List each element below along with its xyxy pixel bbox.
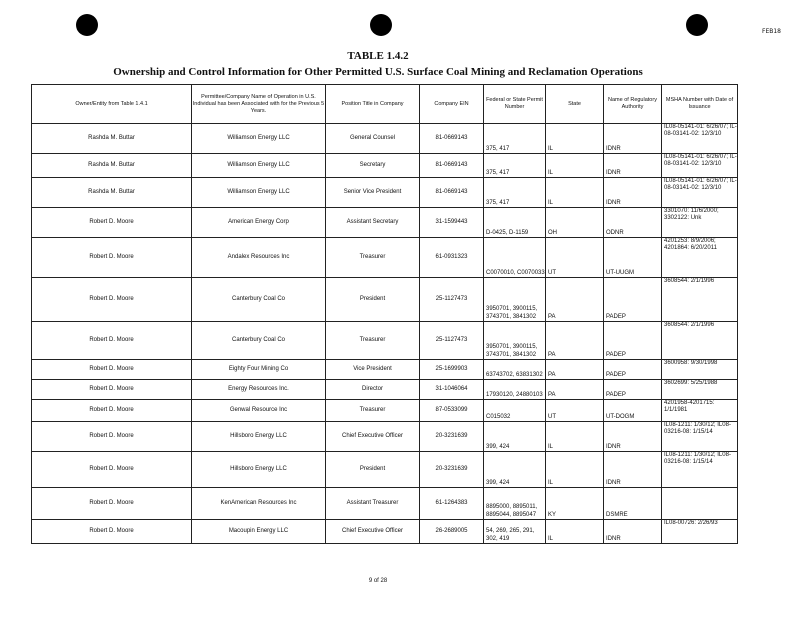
- cell-msha: 3602699: 5/25/1988: [662, 380, 738, 400]
- cell-ein: 61-1264383: [420, 488, 484, 520]
- cell-authority: IDNR: [604, 178, 662, 208]
- cell-state: KY: [546, 488, 604, 520]
- cell-authority: UT-UUGM: [604, 238, 662, 278]
- cell-state: IL: [546, 520, 604, 544]
- cell-title: Chief Executive Officer: [326, 520, 420, 544]
- header-position: Position Title in Company: [326, 85, 420, 124]
- page-number: 9 of 28: [368, 578, 388, 584]
- table-row: [32, 124, 738, 154]
- table-row: [32, 520, 738, 544]
- table-row: [32, 238, 738, 278]
- cell-company: Williamson Energy LLC: [192, 124, 326, 154]
- cell-permit: 399, 424: [484, 452, 546, 488]
- cell-state: OH: [546, 208, 604, 238]
- cell-company: Energy Resources Inc.: [192, 380, 326, 400]
- cell-msha: IL08-05141-01: 6/26/07; IL-08-03141-02: 12/3/10: [662, 178, 738, 208]
- cell-authority: UT-DOGM: [604, 400, 662, 422]
- table-subtitle: Ownership and Control Information for Other Permitted U.S. Surface Coal Mining and Reclamation Operations: [113, 66, 643, 78]
- cell-state: PA: [546, 380, 604, 400]
- cell-ein: 87-0533099: [420, 400, 484, 422]
- cell-permit: 17930120, 24880103: [484, 380, 546, 400]
- cell-title: President: [326, 278, 420, 322]
- cell-company: Macoupin Energy LLC: [192, 520, 326, 544]
- cell-owner: Robert D. Moore: [32, 360, 192, 380]
- cell-authority: PADEP: [604, 322, 662, 360]
- cell-permit: C0070010, C0070033: [484, 238, 546, 278]
- cell-owner: Robert D. Moore: [32, 400, 192, 422]
- cell-owner: Rashda M. Buttar: [32, 124, 192, 154]
- cell-title: Senior Vice President: [326, 178, 420, 208]
- cell-company: KenAmerican Resources Inc: [192, 488, 326, 520]
- binder-hole-right: [686, 14, 708, 36]
- cell-title: Secretary: [326, 154, 420, 178]
- cell-msha: IL08-00726: 2/26/93: [662, 520, 738, 544]
- cell-authority: IDNR: [604, 520, 662, 544]
- cell-title: Chief Executive Officer: [326, 422, 420, 452]
- cell-authority: PADEP: [604, 360, 662, 380]
- cell-permit: 3950701, 3900115, 3743701, 3841302: [484, 322, 546, 360]
- cell-owner: Robert D. Moore: [32, 452, 192, 488]
- cell-ein: 20-3231639: [420, 452, 484, 488]
- header-state: State: [546, 85, 604, 124]
- cell-title: Treasurer: [326, 400, 420, 422]
- cell-title: Director: [326, 380, 420, 400]
- cell-title: Treasurer: [326, 238, 420, 278]
- cell-msha: 3608544: 2/1/1996: [662, 278, 738, 322]
- cell-permit: C015032: [484, 400, 546, 422]
- header-company: Permittee/Company Name of Operation in U.S. Individual has been Associated with for the Previous 5 Years.: [192, 85, 326, 124]
- cell-msha: 3600958: 9/30/1998: [662, 360, 738, 380]
- cell-title: General Counsel: [326, 124, 420, 154]
- header-ein: Company EIN: [420, 85, 484, 124]
- cell-ein: 31-1046064: [420, 380, 484, 400]
- cell-ein: 81-0669143: [420, 124, 484, 154]
- cell-ein: 81-0669143: [420, 178, 484, 208]
- cell-owner: Rashda M. Buttar: [32, 178, 192, 208]
- cell-authority: PADEP: [604, 380, 662, 400]
- cell-owner: Robert D. Moore: [32, 322, 192, 360]
- cell-msha: IL08-05141-01: 6/26/07; IL-08-03141-02: 12/3/10: [662, 154, 738, 178]
- cell-ein: 61-0931323: [420, 238, 484, 278]
- cell-company: Hillsboro Energy LLC: [192, 422, 326, 452]
- header-owner: Owner/Entity from Table 1.4.1: [32, 85, 192, 124]
- cell-owner: Robert D. Moore: [32, 238, 192, 278]
- corner-stamp: FEB18: [762, 28, 781, 35]
- cell-owner: Robert D. Moore: [32, 208, 192, 238]
- binder-hole-center: [370, 14, 392, 36]
- table-row: [32, 278, 738, 322]
- cell-permit: 63743702, 63831302: [484, 360, 546, 380]
- cell-company: Andalex Resources Inc: [192, 238, 326, 278]
- cell-state: UT: [546, 400, 604, 422]
- cell-owner: Robert D. Moore: [32, 488, 192, 520]
- cell-authority: IDNR: [604, 124, 662, 154]
- cell-ein: 25-1699903: [420, 360, 484, 380]
- cell-ein: 26-2689005: [420, 520, 484, 544]
- table-row: [32, 422, 738, 452]
- cell-company: Williamson Energy LLC: [192, 178, 326, 208]
- cell-state: IL: [546, 178, 604, 208]
- table-row: [32, 380, 738, 400]
- cell-authority: IDNR: [604, 452, 662, 488]
- cell-title: Assistant Secretary: [326, 208, 420, 238]
- cell-company: American Energy Corp: [192, 208, 326, 238]
- cell-permit: 375, 417: [484, 154, 546, 178]
- cell-company: Genwal Resource Inc: [192, 400, 326, 422]
- cell-company: Canterbury Coal Co: [192, 322, 326, 360]
- header-permit: Federal or State Permit Number: [484, 85, 546, 124]
- table-title: TABLE 1.4.2: [347, 50, 409, 62]
- header-row: [32, 85, 738, 124]
- cell-authority: ODNR: [604, 208, 662, 238]
- cell-authority: IDNR: [604, 422, 662, 452]
- cell-ein: 81-0669143: [420, 154, 484, 178]
- header-authority: Name of Regulatory Authority: [604, 85, 662, 124]
- cell-msha: 3608544: 2/1/1996: [662, 322, 738, 360]
- cell-company: Hillsboro Energy LLC: [192, 452, 326, 488]
- cell-permit: 8895000, 8895011, 8895044, 8895047: [484, 488, 546, 520]
- cell-owner: Robert D. Moore: [32, 422, 192, 452]
- cell-company: Eighty Four Mining Co: [192, 360, 326, 380]
- cell-state: PA: [546, 322, 604, 360]
- cell-owner: Robert D. Moore: [32, 278, 192, 322]
- cell-authority: PADEP: [604, 278, 662, 322]
- header-msha: MSHA Number with Date of Issuance: [662, 85, 738, 124]
- cell-title: Assistant Treasurer: [326, 488, 420, 520]
- cell-title: Vice President: [326, 360, 420, 380]
- table-row: [32, 178, 738, 208]
- cell-msha: 3301070: 11/6/2000; 3302122: Unk: [662, 208, 738, 238]
- cell-owner: Robert D. Moore: [32, 520, 192, 544]
- cell-authority: IDNR: [604, 154, 662, 178]
- cell-permit: 375, 417: [484, 178, 546, 208]
- cell-permit: 3950701, 3900115, 3743701, 3841302: [484, 278, 546, 322]
- cell-msha: IL08-1211: 1/30/12; IL08-03216-08: 1/15/14: [662, 452, 738, 488]
- cell-state: IL: [546, 422, 604, 452]
- table-row: [32, 322, 738, 360]
- cell-state: UT: [546, 238, 604, 278]
- cell-authority: DSMRE: [604, 488, 662, 520]
- cell-company: Canterbury Coal Co: [192, 278, 326, 322]
- cell-state: PA: [546, 360, 604, 380]
- cell-msha: IL08-05141-01: 6/26/07; IL-08-03141-02: 12/3/10: [662, 124, 738, 154]
- table-row: [32, 154, 738, 178]
- cell-title: President: [326, 452, 420, 488]
- table-row: [32, 360, 738, 380]
- binder-hole-left: [76, 14, 98, 36]
- cell-state: IL: [546, 452, 604, 488]
- cell-company: Williamson Energy LLC: [192, 154, 326, 178]
- cell-msha: 4201958-4201715: 1/1/1981: [662, 400, 738, 422]
- table-row: [32, 452, 738, 488]
- cell-state: IL: [546, 154, 604, 178]
- cell-msha: IL08-1211: 1/30/12; IL08-03216-08: 1/15/14: [662, 422, 738, 452]
- cell-permit: D-0425, D-1159: [484, 208, 546, 238]
- cell-state: IL: [546, 124, 604, 154]
- cell-msha: 4201253: 8/9/2006; 4201864: 6/20/2011: [662, 238, 738, 278]
- cell-permit: 375, 417: [484, 124, 546, 154]
- cell-title: Treasurer: [326, 322, 420, 360]
- cell-ein: 25-1127473: [420, 322, 484, 360]
- cell-ein: 31-1599443: [420, 208, 484, 238]
- cell-ein: 25-1127473: [420, 278, 484, 322]
- cell-ein: 20-3231639: [420, 422, 484, 452]
- table-row: [32, 488, 738, 520]
- table-row: [32, 400, 738, 422]
- cell-permit: 54, 269, 265, 291, 302, 419: [484, 520, 546, 544]
- table-row: [32, 208, 738, 238]
- cell-msha: [662, 488, 738, 520]
- cell-permit: 399, 424: [484, 422, 546, 452]
- ownership-table: [31, 84, 738, 544]
- cell-owner: Robert D. Moore: [32, 380, 192, 400]
- cell-state: PA: [546, 278, 604, 322]
- cell-owner: Rashda M. Buttar: [32, 154, 192, 178]
